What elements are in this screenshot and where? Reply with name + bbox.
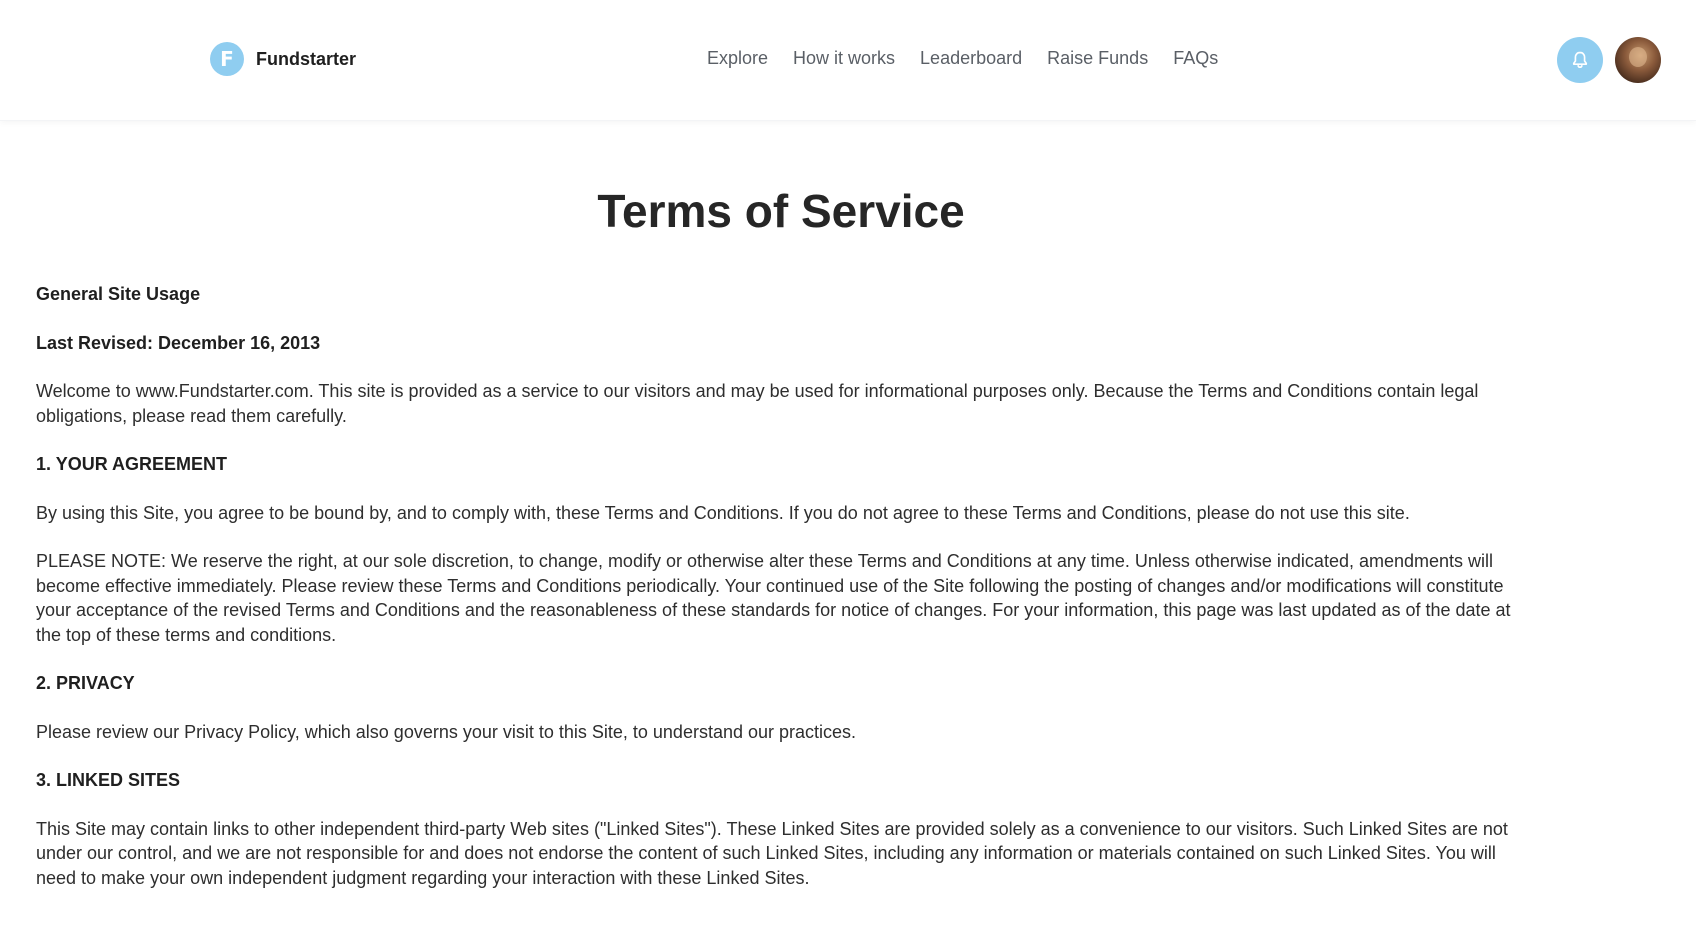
- bell-icon: [1570, 50, 1590, 70]
- notifications-button[interactable]: [1557, 37, 1603, 83]
- section-3-paragraph-1: This Site may contain links to other independent third-party Web sites ("Linked Sites"). These Linked Sites are provided solely as a convenience to our visitors. Such Linked Sites are not under our control, and we are not responsible for and does not endorse the content of such Linked Sites, including any information or materials contained on such Linked Sites. You will need to make your own independent judgment regarding your interaction with these Linked Sites.: [36, 818, 1508, 888]
- brand-logo-link[interactable]: [210, 42, 356, 76]
- nav-how-it-works[interactable]: How it works: [793, 48, 896, 68]
- terms-content: [36, 120, 1526, 890]
- section-1-paragraph-1: By using this Site, you agree to be bound by, and to comply with, these Terms and Conditions. If you do not agree to these Terms and Conditions, please do not use this site.: [36, 502, 1410, 523]
- welcome-paragraph: Welcome to www.Fundstarter.com. This site is provided as a service to our visitors and may be used for informational purposes only. Because the Terms and Conditions contain legal obligations, please read them carefully.: [36, 381, 1479, 426]
- last-revised-heading: Last Revised: December 16, 2013: [36, 332, 321, 353]
- main-nav: [707, 48, 1218, 69]
- nav-leaderboard[interactable]: Leaderboard: [920, 48, 1023, 68]
- section-2-paragraph-1: Please review our Privacy Policy, which also governs your visit to this Site, to understand our practices.: [36, 721, 857, 742]
- nav-explore[interactable]: Explore: [707, 48, 769, 68]
- section-2-heading: 2. PRIVACY: [36, 673, 135, 693]
- section-3-heading: 3. LINKED SITES: [36, 770, 181, 790]
- brand-logo-icon: F: [210, 42, 244, 76]
- top-header: [0, 0, 1696, 121]
- section-1-paragraph-2: PLEASE NOTE: We reserve the right, at our sole discretion, to change, modify or otherwise alter these Terms and Conditions at any time. Unless otherwise indicated, amendments will become effective immediately. Please review these Terms and Conditions periodically. Your continued use of the Site following the posting of changes and/or modifications will constitute your acceptance of the revised Terms and Conditions and the reasonableness of these standards for notice of changes. For your information, this page was last updated as of the date at the top of these terms and conditions.: [36, 551, 1511, 645]
- nav-raise-funds[interactable]: Raise Funds: [1047, 48, 1149, 68]
- page-title: Terms of Service: [597, 185, 965, 237]
- section-1-heading: 1. YOUR AGREEMENT: [36, 454, 228, 474]
- user-avatar[interactable]: [1615, 37, 1661, 83]
- nav-faqs[interactable]: FAQs: [1173, 48, 1219, 68]
- general-usage-heading: General Site Usage: [36, 284, 201, 304]
- brand-name: Fundstarter: [256, 48, 357, 69]
